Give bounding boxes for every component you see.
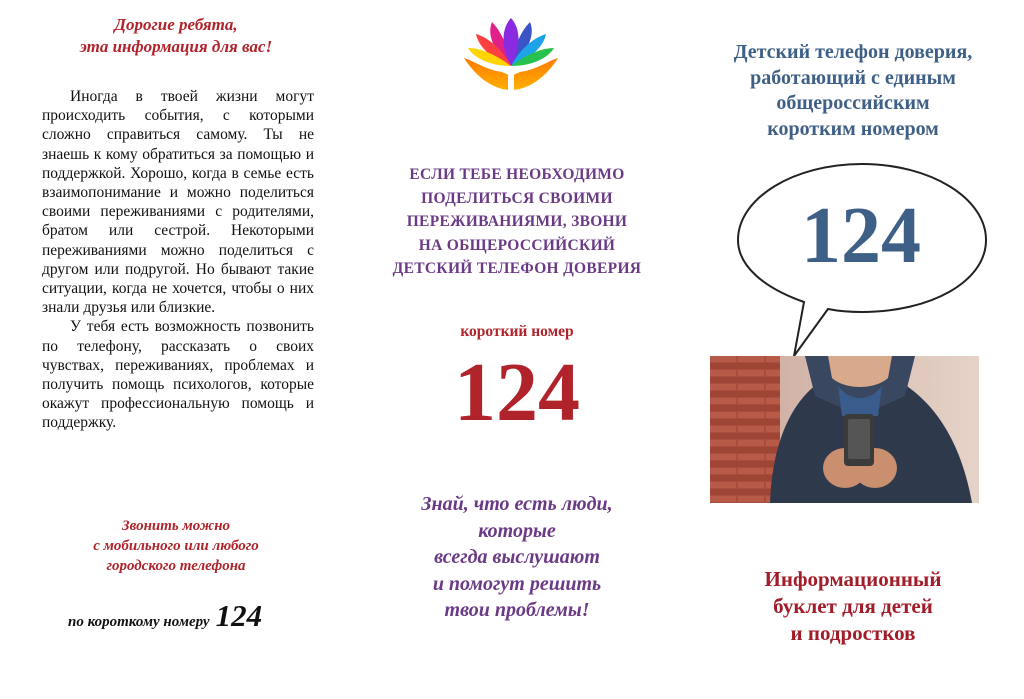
left-paragraph-2: У тебя есть возможность позвонить по телефону, рассказать о своих чувствах, переживаниях, проблемах и получить помощь психологов, которые окажут профессиональную помощь и поддержку.: [42, 318, 314, 432]
left-short-number-line: [68, 598, 262, 634]
right-panel: [682, 0, 1024, 699]
left-heading: [0, 14, 352, 58]
right-heading-line-3: общероссийским: [776, 92, 930, 114]
left-panel: [0, 0, 352, 699]
right-heading-line-2: работающий с единым: [750, 66, 956, 89]
middle-short-number-label: короткий номер: [460, 323, 574, 340]
left-callout-line-3: городского телефона: [106, 558, 246, 574]
middle-call-to-action: [352, 163, 682, 281]
left-short-number-label: по короткому номеру: [68, 614, 210, 630]
left-body-text: [42, 87, 314, 433]
middle-slogan-line-4: и помогут решить: [432, 572, 602, 595]
right-footer: [682, 566, 1024, 647]
middle-cta-line-4: НА ОБЩЕРОССИЙСКИЙ: [418, 236, 616, 254]
middle-panel: [352, 0, 682, 699]
middle-cta-line-2: ПОДЕЛИТЬСЯ СВОИМИ: [421, 189, 613, 207]
middle-slogan-line-5: твои проблемы!: [444, 599, 590, 621]
right-heading-line-4: коротким номером: [767, 117, 939, 140]
right-footer-line-1: Информационный: [764, 567, 942, 591]
left-short-number: 124: [215, 598, 263, 633]
left-callout: [0, 516, 352, 576]
teen-with-phone-photo: [710, 356, 979, 503]
left-paragraph-1: Иногда в твоей жизни могут происходить события, с которыми сложно справиться самому. Ты не знаешь к кому обратиться за помощью и поддержкой. Хорошо, когда в семье есть взаимопонимание и можно поделиться своими переживаниями с родителями, братом или сестрой. Некоторыми переживаниями можно поделиться с другом или подругой. Но бывают такие ситуации, когда не хочется, чтобы о них знали друзья или близкие.: [42, 88, 314, 317]
middle-slogan-line-1: Знай, что есть люди,: [421, 493, 613, 515]
right-footer-line-2: буклет для детей: [773, 594, 933, 618]
left-heading-line-1: Дорогие ребята,: [114, 15, 238, 34]
right-footer-line-3: и подростков: [790, 621, 916, 645]
middle-phone-number: 124: [454, 346, 580, 439]
bubble-phone-number: 124: [801, 192, 921, 280]
middle-cta-line-3: ПЕРЕЖИВАНИЯМИ, ЗВОНИ: [406, 213, 628, 230]
right-heading: [682, 40, 1024, 142]
middle-cta-line-5: ДЕТСКИЙ ТЕЛЕФОН ДОВЕРИЯ: [392, 260, 642, 277]
left-callout-line-1: Звонить можно: [121, 518, 231, 534]
middle-slogan-line-2: которые: [478, 519, 556, 542]
right-heading-line-1: Детский телефон доверия,: [733, 41, 973, 63]
middle-slogan: [352, 491, 682, 624]
middle-slogan-line-3: всегда выслушают: [434, 546, 600, 568]
middle-cta-line-1: ЕСЛИ ТЕБЕ НЕОБХОДИМО: [409, 166, 625, 183]
left-heading-line-2: эта информация для вас!: [79, 37, 273, 56]
left-callout-line-2: с мобильного или любого: [93, 538, 259, 554]
rainbow-hands-logo-icon: [456, 14, 566, 94]
